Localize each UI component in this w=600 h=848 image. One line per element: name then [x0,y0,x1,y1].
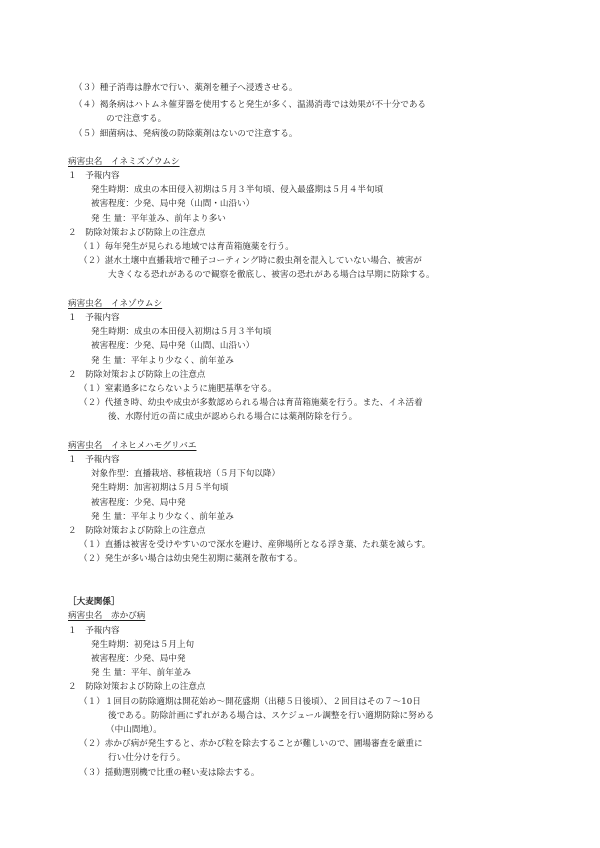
pest3-occurrence: 発生時期：加害初期は５月５半旬頃 [91,483,229,493]
intro-item-5: （５）細菌病は、発病後の防除薬剤はないので注意する。 [74,129,298,139]
barley-amount: 発 生 量：平年、前年並み [91,668,191,678]
barley-control-3: （３）揺動選別機で比重の軽い麦は除去する。 [79,768,260,778]
barley-damage: 被害程度：少発、局中発 [91,654,186,664]
pest2-control-1: （１）窒素過多にならないように施肥基準を守る。 [79,384,277,394]
pest2-amount: 発 生 量：平年より少なく、前年並み [91,356,234,366]
intro-item-4-cont: ので注意する。 [106,114,167,124]
intro-item-3: （３）種子消毒は静水で行い、薬剤を種子へ浸透させる。 [74,83,298,93]
pest1-control-2-cont: 大きくなる恐れがあるので観察を徹底し、被害の恐れがある場合は早期に防除する。 [108,270,435,280]
pest1-control-1: （１）毎年発生が見られる地域では育苗箱施薬を行う。 [79,242,294,252]
barley-control-1-cont: 後である。防除計画にずれがある場合は、スケジュール調整を行い適期防除に努める [108,711,435,721]
pest2-control-heading: ２ 防除対策および防除上の注意点 [68,370,206,380]
pest2-control-2-cont: 後、水際付近の苗に成虫が認められる場合には薬剤防除を行う。 [108,412,358,422]
pest2-control-2: （２）代掻き時、幼虫や成虫が多数認められる場合は育苗箱施薬を行う。また、イネ活着 [79,398,423,408]
pest1-title: 病害虫名 イネミズゾウムシ [68,157,180,167]
pest2-title: 病害虫名 イネゾウムシ [68,299,163,309]
pest3-control-heading: ２ 防除対策および防除上の注意点 [68,526,206,536]
pest3-control-1: （１）直播は被害を受けやすいので深水を避け、産卵場所となる浮き葉、たれ葉を減らす。 [79,540,431,550]
pest2-forecast-heading: １ 予報内容 [68,313,120,323]
pest1-damage: 被害程度：少発、局中発（山間・山沿い） [91,199,255,209]
pest1-control-heading: ２ 防除対策および防除上の注意点 [68,228,206,238]
barley-control-2: （２）赤かび病が発生すると、赤かび粒を除去することが難しいので、圃場審査を厳重に [79,739,423,749]
pest1-amount: 発 生 量：平年並み、前年より多い [91,214,226,224]
intro-item-4: （４）褐条病はハトムネ催芽器を使用すると発生が多く、温湯消毒では効果が不十分である [74,100,427,110]
pest3-control-2: （２）発生が多い場合は幼虫発生初期に薬剤を散布する。 [79,554,303,564]
barley-control-heading: ２ 防除対策および防除上の注意点 [68,682,206,692]
pest3-damage: 被害程度：少発、局中発 [91,498,186,508]
pest2-damage: 被害程度：少発、局中発（山間、山沿い） [91,341,255,351]
pest1-occurrence: 発生時期：成虫の本田侵入初期は５月３半旬頃、侵入最盛期は５月４半旬頃 [91,185,384,195]
barley-control-2-cont: 行い仕分けを行う。 [108,753,186,763]
pest3-title: 病害虫名 イネヒメハモグリバエ [68,441,197,451]
barley-control-1-cont2: （中山間地）。 [106,725,162,735]
barley-occurrence: 発生時期：初発は５月上旬 [91,640,195,650]
barley-title: 病害虫名 赤かび病 [68,611,146,621]
pest1-control-2: （２）湛水土壌中直播栽培で種子コーティング時に殺虫剤を混入していない場合、被害が [79,256,422,266]
pest3-forecast-heading: １ 予報内容 [68,455,120,465]
pest3-amount: 発 生 量：平年より少なく、前年並み [91,512,234,522]
barley-control-1: （１）１回目の防除適期は開花始め～開花盛期（出穂５日後頃）、２回目はその７～10日 [79,697,421,707]
pest1-forecast-heading: １ 予報内容 [68,171,120,181]
barley-forecast-heading: １ 予報内容 [68,626,120,636]
section-heading-barley: ［大麦関係］ [68,597,120,607]
pest2-occurrence: 発生時期：成虫の本田侵入初期は５月３半旬頃 [91,327,272,337]
pest3-crop: 対象作型：直播栽培、移植栽培（５月下旬以降） [91,469,281,479]
